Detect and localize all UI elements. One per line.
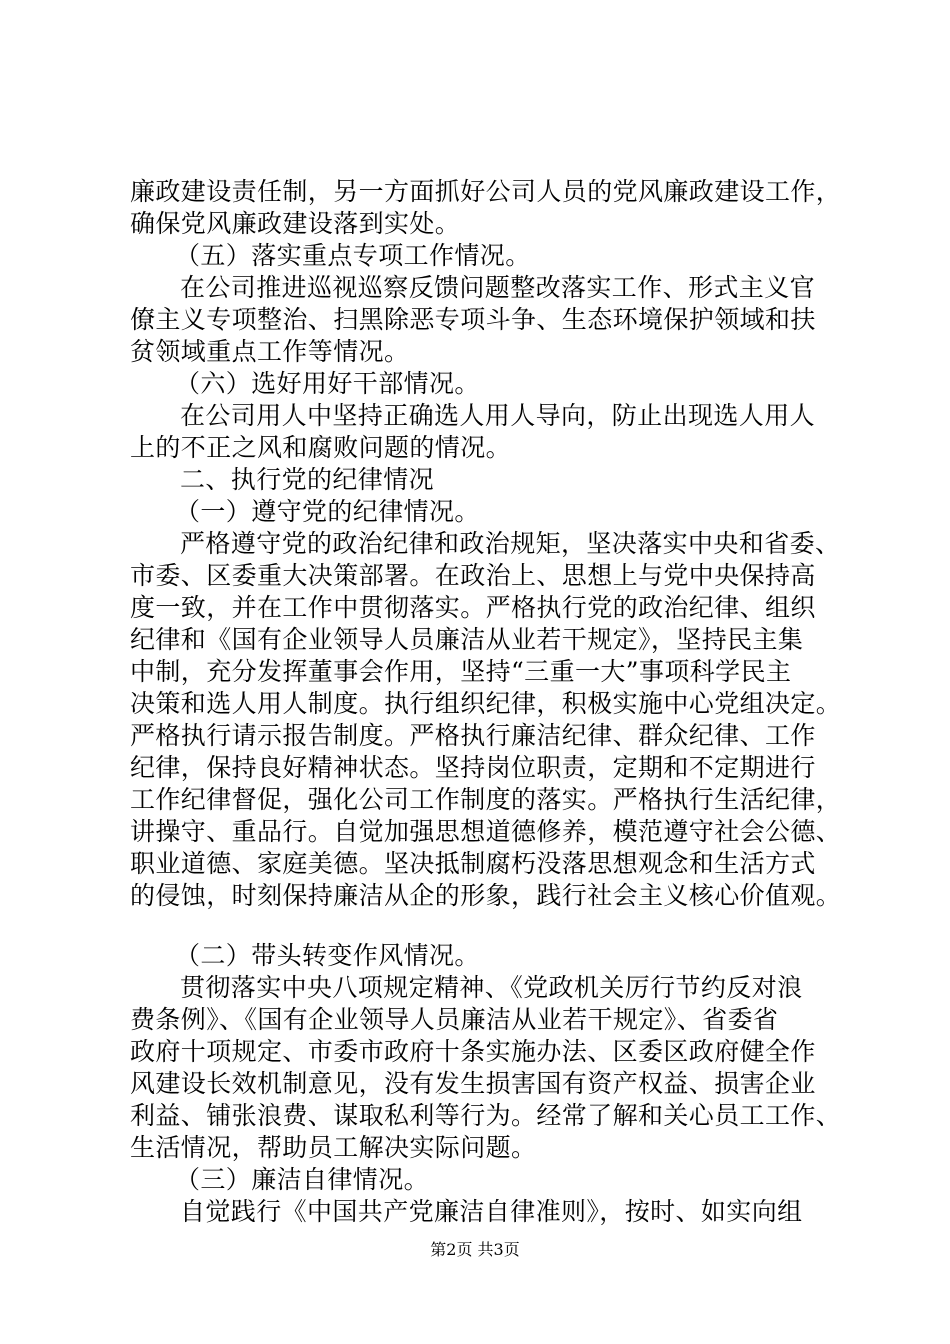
section-heading: （三）廉洁自律情况。 [175, 1165, 430, 1194]
chapter-heading: 二、执行党的纪律情况 [180, 465, 435, 494]
section-heading: （五）落实重点专项工作情况。 [175, 241, 531, 270]
paragraph-line: 上的不正之风和腐败问题的情况。 [130, 433, 512, 462]
paragraph-line: 工作纪律督促，强化公司工作制度的落实。严格执行生活纪律， [130, 785, 842, 814]
paragraph-line: 市委、区委重大决策部署。在政治上、思想上与党中央保持高 [130, 561, 816, 590]
paragraph-line: 中制，充分发挥董事会作用，坚持“三重一大”事项科学民主 [130, 657, 792, 686]
paragraph-line: 僚主义专项整治、扫黑除恶专项斗争、生态环境保护领域和扶 [130, 305, 816, 334]
paragraph-line: 政府十项规定、市委市政府十条实施办法、区委区政府健全作 [130, 1037, 816, 1066]
section-heading: （六）选好用好干部情况。 [175, 369, 480, 398]
paragraph-line: 纪律和《国有企业领导人员廉洁从业若干规定》，坚持民主集 [130, 625, 804, 654]
paragraph-line: 确保党风廉政建设落到实处。 [130, 209, 461, 238]
paragraph-line: 廉政建设责任制，另一方面抓好公司人员的党风廉政建设工作， [130, 177, 842, 206]
paragraph-line: 纪律，保持良好精神状态。坚持岗位职责，定期和不定期进行 [130, 753, 816, 782]
paragraph-line: 的侵蚀，时刻保持廉洁从企的形象，践行社会主义核心价值观。 [130, 881, 842, 910]
paragraph-line: 贫领域重点工作等情况。 [130, 337, 410, 366]
paragraph-line: 讲操守、重品行。自觉加强思想道德修养，模范遵守社会公德、 [130, 817, 842, 846]
section-heading: （一）遵守党的纪律情况。 [175, 497, 480, 526]
paragraph-line: 利益、铺张浪费、谋取私利等行为。经常了解和关心员工工作、 [130, 1101, 842, 1130]
paragraph-line: 生活情况，帮助员工解决实际问题。 [130, 1133, 537, 1162]
paragraph-line: 决策和选人用人制度。执行组织纪律，积极实施中心党组决定。 [130, 689, 842, 718]
paragraph-line: 贯彻落实中央八项规定精神、《党政机关厉行节约反对浪 [180, 973, 803, 1002]
paragraph-line: 严格遵守党的政治纪律和政治规矩，坚决落实中央和省委、 [180, 529, 841, 558]
paragraph-line: 自觉践行《中国共产党廉洁自律准则》，按时、如实向组 [180, 1197, 803, 1226]
paragraph-line: 在公司推进巡视巡察反馈问题整改落实工作、形式主义官 [180, 273, 816, 302]
paragraph-line: 严格执行请示报告制度。严格执行廉洁纪律、群众纪律、工作 [130, 721, 816, 750]
paragraph-line: 风建设长效机制意见，没有发生损害国有资产权益、损害企业 [130, 1069, 816, 1098]
paragraph-line: 在公司用人中坚持正确选人用人导向，防止出现选人用人 [180, 401, 816, 430]
section-heading: （二）带头转变作风情况。 [175, 941, 480, 970]
paragraph-line: 职业道德、家庭美德。坚决抵制腐朽没落思想观念和生活方式 [130, 849, 816, 878]
paragraph-line: 费条例》、《国有企业领导人员廉洁从业若干规定》、省委省 [130, 1005, 779, 1034]
paragraph-line: 度一致，并在工作中贯彻落实。严格执行党的政治纪律、组织 [130, 593, 816, 622]
page-number-footer: 第2页 共3页 [430, 1240, 520, 1259]
